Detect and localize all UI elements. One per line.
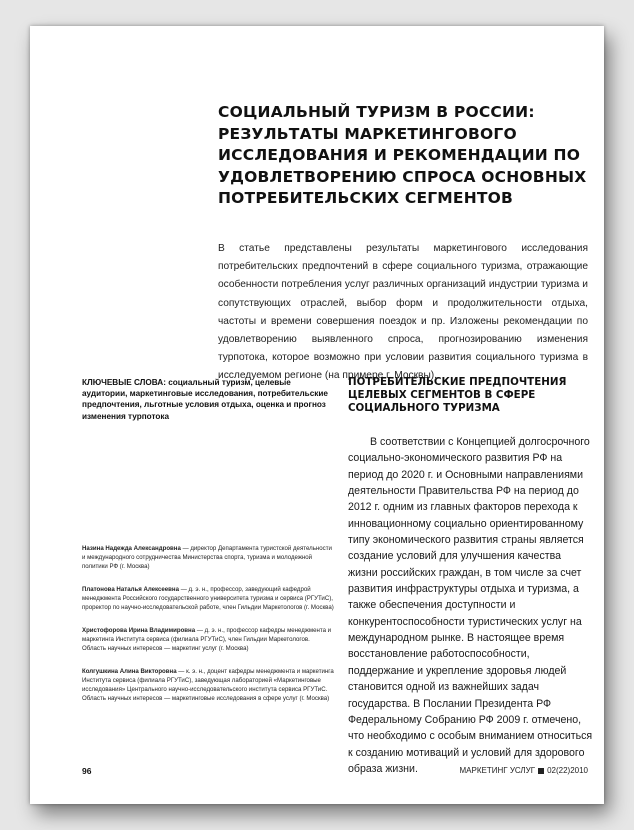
body-paragraph (348, 434, 593, 777)
article-title: СОЦИАЛЬНЫЙ ТУРИЗМ В РОССИИ: РЕЗУЛЬТАТЫ МАРКЕТИНГОВОГО ИССЛЕДОВАНИЯ И РЕКОМЕНДАЦИИ ПО УДОВЛЕТВОРЕНИЮ СПРОСА ОСНОВНЫХ ПОТРЕБИТЕЛЬСКИХ СЕГМЕНТОВ (218, 103, 587, 207)
journal-name: МАРКЕТИНГ УСЛУГ (459, 766, 536, 775)
author-name: Христофорова Ирина Владимировна (82, 627, 196, 634)
section-title: ПОТРЕБИТЕЛЬСКИЕ ПРЕДПОЧТЕНИЯ ЦЕЛЕВЫХ СЕГМЕНТОВ В СФЕРЕ СОЦИАЛЬНОГО ТУРИЗМА (348, 376, 567, 414)
author-entry (82, 626, 334, 653)
author-info: — директор Департамента туристской деятельности и международного сотрудничества Министерства спорта, туризма и молодежной политики РФ (г. Москва) (82, 545, 332, 570)
page-number: 96 (82, 766, 92, 776)
author-entry (82, 585, 334, 612)
article-abstract: В статье представлены результаты маркетингового исследования потребительских предпочтений в сфере социального туризма, отражающие особенности потребления услуг различных организаций индустрии туризма и сопутствующих отраслей, выбор форм и продолжительности отдыха, частоты и времени совершения поездок и пр. Изложены рекомендации по удовлетворению выявленного спроса, прогнозированию изменения турпотока, которое возможно при условии развития социального туризма в исследуемом регионе (на примере г. Москвы). (218, 243, 588, 382)
author-entry (82, 544, 334, 571)
author-list (82, 544, 334, 717)
journal-footer (460, 766, 588, 775)
author-entry (82, 667, 334, 703)
body-paragraph-text: В соответствии с Концепцией долгосрочного социально-экономического развития РФ на период до 2020 г. и Основными направлениями деятельности Правительства РФ на период до 2012 г. одним из главных факторов перехода к инновационному социально ориентированному типу экономического развития страны является создание условий для улучшения качества жизни российских граждан, в том числе за счет развития инфраструктуры отдыха и туризма, а также обеспечения доступности и конкурентоспособности туристических услуг на международном рынке. В настоящее время восстановление работоспособности, поддержание и укрепление здоровья людей становится одной из важнейших задач государства. В Послании Президента РФ Федеральному Собранию РФ 2009 г. отмечено, что необходимо с особым вниманием относиться к созданию мотиваций и условий для здорового образа жизни. (348, 436, 593, 775)
author-info: — к. э. н., доцент кафедры менеджмента и маркетинга Института сервиса (филиала РГУТиС), заведующая лабораторией «Маркетинговые исследования» Центрального научно-исследовательского института сервиса РГУТиС. Область научных интересов — маркетинговые исследования в сфере услуг (г. Москва) (82, 668, 334, 702)
square-bullet-icon (538, 768, 544, 774)
author-name: Платонова Наталья Алексеевна (82, 586, 179, 593)
author-name: Колгушкина Алина Викторовна (82, 668, 177, 675)
author-name: Назина Надежда Александровна (82, 545, 181, 552)
keywords: КЛЮЧЕВЫЕ СЛОВА: социальный туризм, целевые аудитории, маркетинговые исследования, потребительские предпочтения, льготные условия отдыха, оценка и прогноз изменения турпотока (82, 378, 328, 421)
author-info: — д. э. н., профессор кафедры менеджмента и маркетинга Института сервиса (филиала РГУТиС), член Гильдии Маркетологов. Область научных интересов — маркетинг услуг (г. Москва) (82, 627, 332, 652)
journal-page (30, 26, 604, 804)
author-info: — д. э. н., профессор, заведующий кафедрой менеджмента Российского государственного университета туризма и сервиса (РГУТиС), проректор по научно-исследовательской работе, член Гильдии Маркетологов (г. Москва) (82, 586, 334, 611)
journal-issue: 02(22)2010 (547, 766, 588, 775)
